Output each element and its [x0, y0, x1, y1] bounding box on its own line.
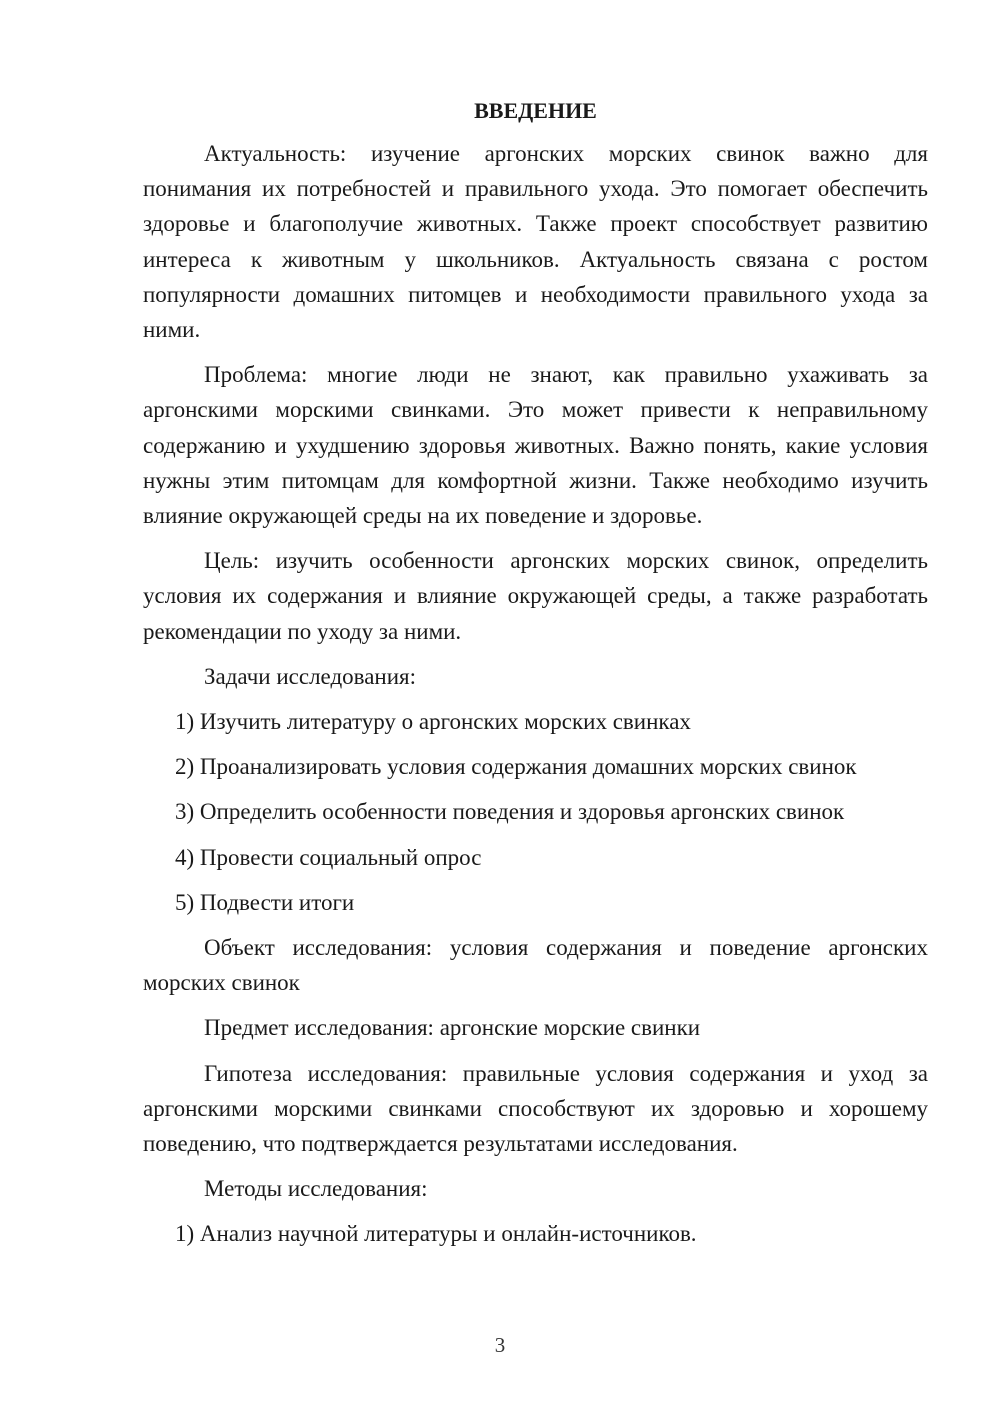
- goal-paragraph: Цель: изучить особенности аргонских морских свинок, определить условия их содержания и влияние окружающей среды, а также разработать рекомендации по уходу за ними.: [143, 548, 928, 644]
- section-title: ВВЕДЕНИЕ: [474, 98, 597, 123]
- task-item: 2) Проанализировать условия содержания домашних морских свинок: [175, 754, 857, 780]
- task-item: 4) Провести социальный опрос: [175, 844, 482, 870]
- document-page: [143, 96, 928, 1262]
- methods-heading: Методы исследования:: [204, 1176, 428, 1202]
- actuality-paragraph: Актуальность: изучение аргонских морских свинок важно для понимания их потребностей и правильного ухода. Это помогает обеспечить здоровье и благополучие животных. Также проект способствует развитию интереса к животным у школьников. Актуальность связана с ростом популярности домашних питомцев и необходимости правильного ухода за ними.: [143, 141, 928, 343]
- problem-paragraph: Проблема: многие люди не знают, как правильно ухаживать за аргонскими морскими свинками. Это может привести к неправильному содержанию и ухудшению здоровья животных. Важно понять, какие условия нужны этим питомцам для комфортной жизни. Также необходимо изучить влияние окружающей среды на их поведение и здоровье.: [143, 362, 928, 529]
- object-paragraph: Объект исследования: условия содержания и поведение аргонских морских свинок: [143, 935, 928, 996]
- task-item: 5) Подвести итоги: [175, 889, 355, 915]
- task-item: 1) Изучить литературу о аргонских морских свинках: [175, 709, 691, 735]
- page-number: 3: [494, 1333, 506, 1357]
- hypothesis-paragraph: Гипотеза исследования: правильные условия содержания и уход за аргонскими морскими свинками способствуют их здоровью и хорошему поведению, что подтверждается результатами исследования.: [143, 1060, 928, 1157]
- subject-paragraph: Предмет исследования: аргонские морские свинки: [204, 1015, 701, 1041]
- method-item: 1) Анализ научной литературы и онлайн-источников.: [175, 1221, 697, 1247]
- tasks-heading: Задачи исследования:: [204, 663, 417, 689]
- task-item: 3) Определить особенности поведения и здоровья аргонских свинок: [175, 799, 845, 825]
